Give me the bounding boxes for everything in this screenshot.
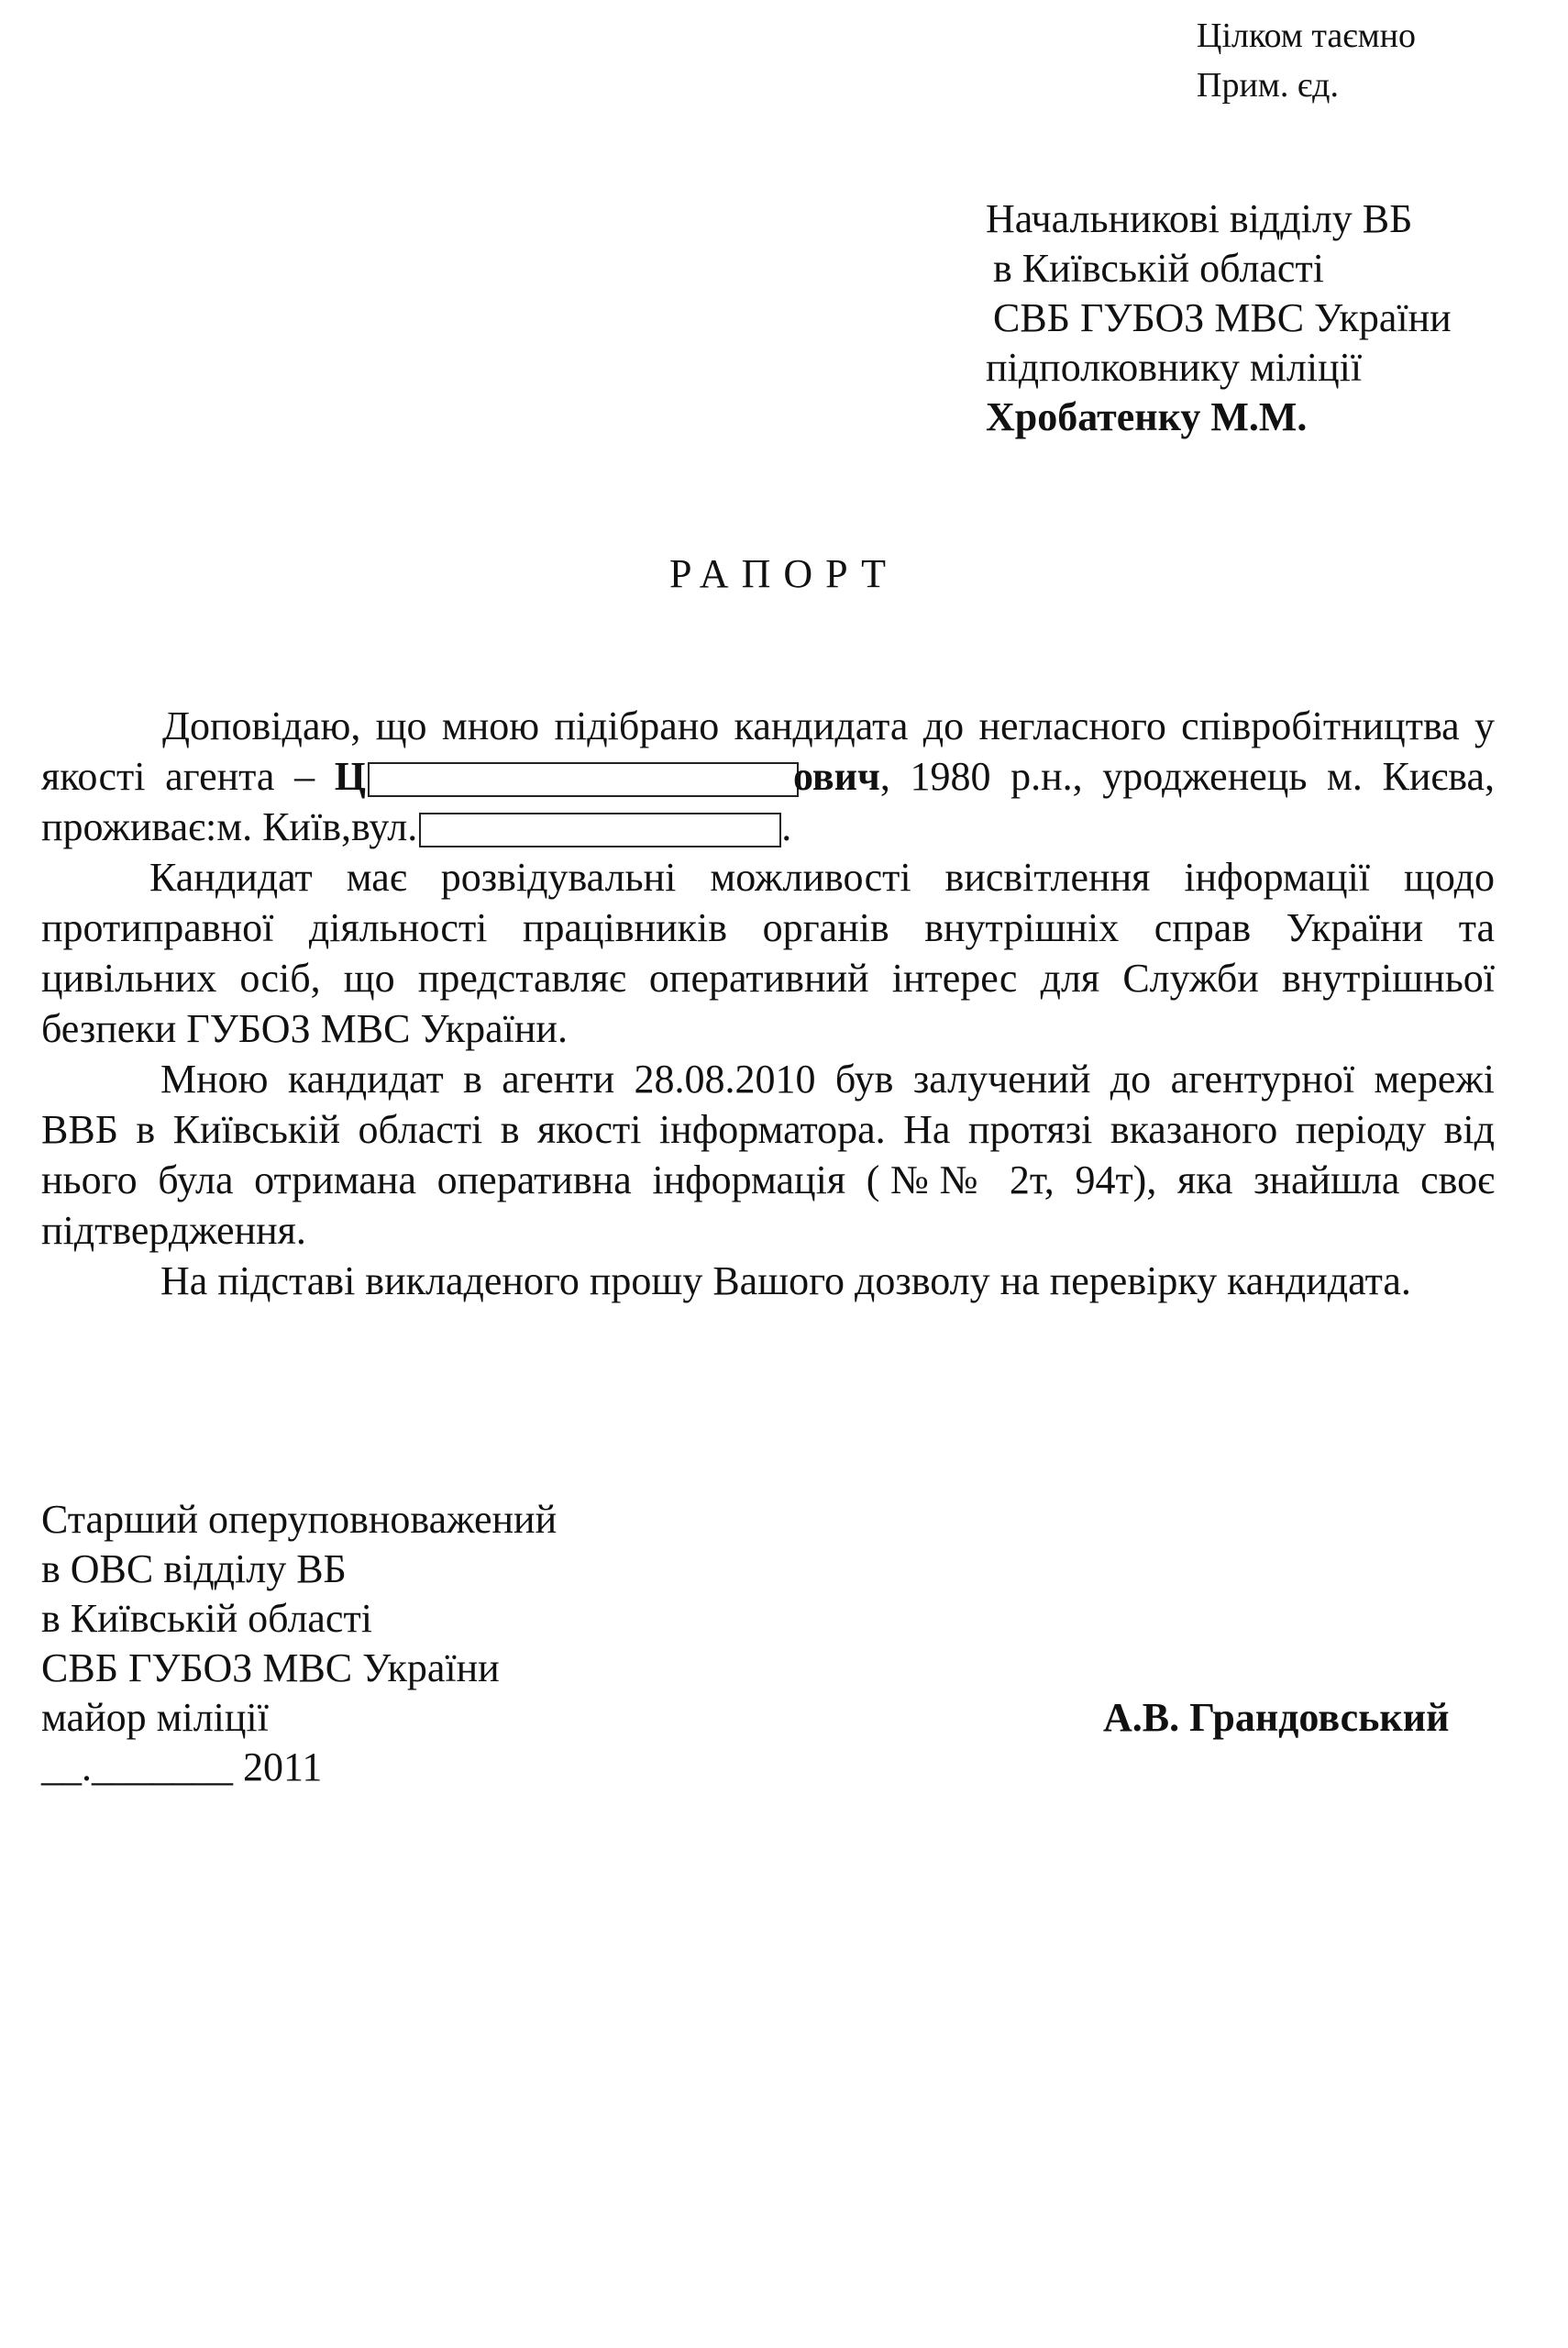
paragraph-candidate-end: . <box>781 804 792 849</box>
classification-level: Цілком таємно <box>1197 17 1416 55</box>
copy-number: Прим. єд. <box>1197 66 1339 105</box>
report-body <box>41 701 1495 1306</box>
addressee-department: СВБ ГУБОЗ МВС України <box>993 295 1452 340</box>
addressee-rank: підполковнику міліції <box>986 345 1363 390</box>
signer-position: Старший оперуповноважений <box>41 1497 558 1542</box>
redaction-box-address <box>419 813 781 847</box>
addressee-name: Хробатенку М.М. <box>986 394 1308 439</box>
addressee-block <box>986 194 1452 442</box>
document-title: РАПОРТ <box>668 551 900 596</box>
redaction-box-name <box>368 762 799 797</box>
classification-stamp <box>1197 11 1416 110</box>
paragraph-request: На підставі викладеного прошу Вашого дозволу на перевірку кандидата. <box>160 1258 1411 1303</box>
candidate-name-end: ович <box>792 754 880 799</box>
signature-block <box>41 1495 557 1792</box>
signer-rank: майор міліції <box>41 1695 269 1740</box>
paragraph-candidate <box>41 701 1495 852</box>
signatory-name: А.В. Грандовський <box>1103 1695 1450 1740</box>
paragraph-candidate-intro: Доповідаю, що мною підібрано кандидата до негласного співробітництва у якості агента – <box>41 703 1495 799</box>
paragraph-history: Мною кандидат в агенти 28.08.2010 був залучений до агентурної мережі ВВБ в Київській області в якості інформатора. На протязі вказаного періоду від нього була отримана оперативна інформація (№№ 2т, 94т), яка знайшла своє підтвердження. <box>41 1057 1495 1253</box>
signer-division: в ОВС відділу ВБ <box>41 1546 347 1591</box>
signer-department: СВБ ГУБОЗ МВС України <box>41 1645 500 1690</box>
paragraph-candidate-details: , 1980 р.н., уродженець м. Києва, проживає:м. Київ,вул. <box>41 754 1496 849</box>
paragraph-capabilities: Кандидат має розвідувальні можливості висвітлення інформації щодо протиправної діяльності працівників органів внутрішніх справ України та цивільних осіб, що представляє оперативний інтерес для Служби внутрішньої безпеки ГУБОЗ МВС України. <box>41 855 1495 1051</box>
addressee-region: в Київській області <box>993 246 1324 291</box>
candidate-name-start: Ц <box>334 754 366 799</box>
addressee-position: Начальникові відділу ВБ <box>986 196 1413 241</box>
candidate-name <box>335 754 880 799</box>
report-date: __._______ 2011 <box>41 1744 323 1789</box>
signer-region: в Київській області <box>41 1596 372 1641</box>
